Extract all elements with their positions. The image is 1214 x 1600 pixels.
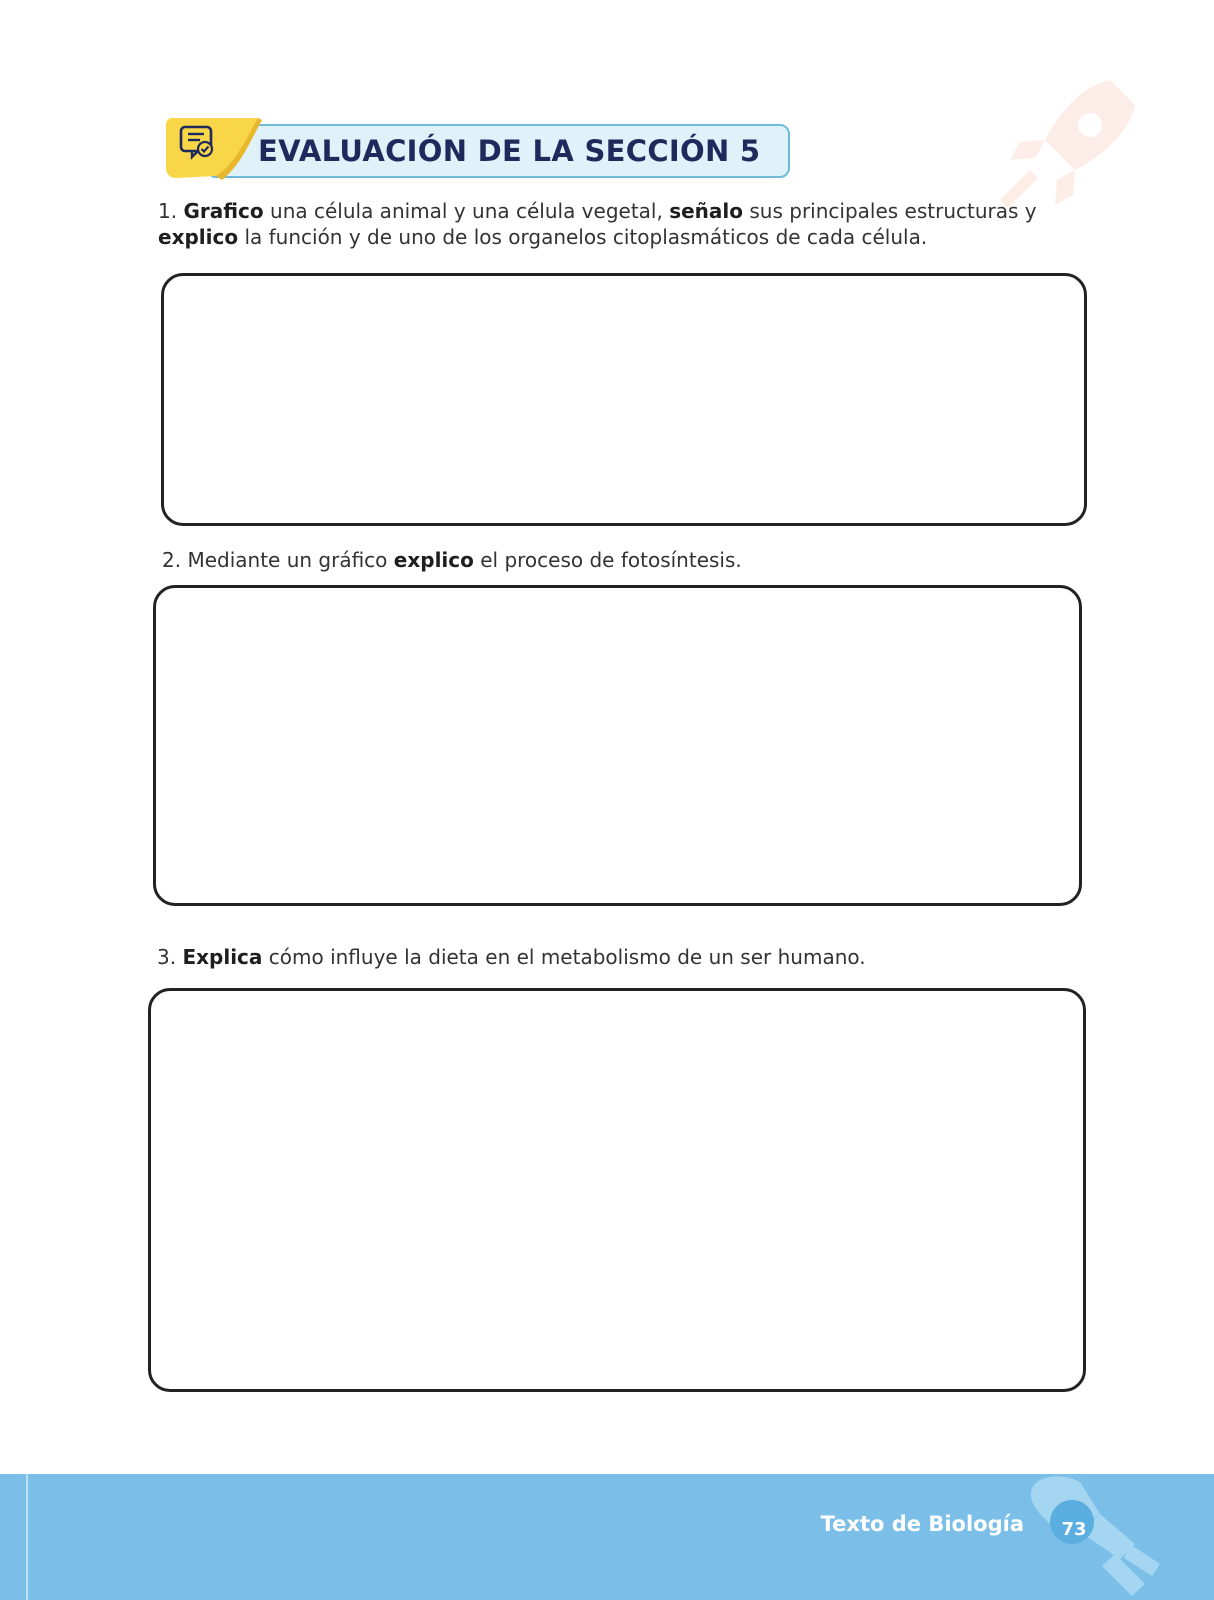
- answer-box-2[interactable]: [153, 585, 1082, 906]
- page-number: 73: [1061, 1519, 1087, 1540]
- answer-box-3[interactable]: [148, 988, 1086, 1392]
- section-header: [166, 118, 792, 184]
- checklist-icon: [178, 124, 216, 160]
- section-title: EVALUACIÓN DE LA SECCIÓN 5: [258, 134, 761, 168]
- question-1: 1. Grafico una célula animal y una célula vegetal, señalo sus principales estructuras y explico la función y de uno de los organelos citoplasmáticos de cada célula.: [158, 199, 1037, 249]
- footer-bar: [0, 1474, 1214, 1600]
- question-2: 2. Mediante un gráfico explico el proceso de fotosíntesis.: [162, 548, 742, 572]
- footer-divider: [26, 1474, 28, 1600]
- answer-box-1[interactable]: [161, 273, 1087, 526]
- book-title: Texto de Biología: [820, 1512, 1024, 1536]
- question-3: 3. Explica cómo influye la dieta en el metabolismo de un ser humano.: [157, 945, 866, 969]
- rocket-icon: [1020, 1474, 1170, 1600]
